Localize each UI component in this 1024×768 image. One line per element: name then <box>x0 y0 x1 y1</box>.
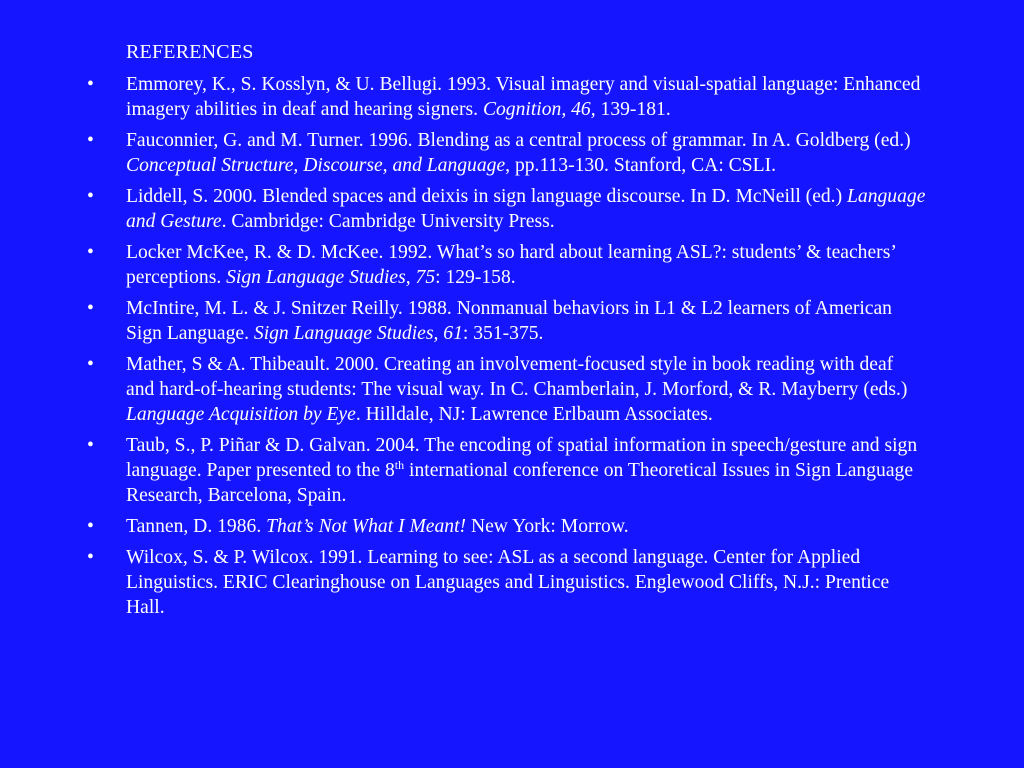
reference-text: Wilcox, S. & P. Wilcox. 1991. Learning to see: ASL as a second language. Center for Applied Linguistics. ERIC Clearinghouse on Languages and Linguistics. Englewood Cliffs, N.J.: Prentice Hall. <box>126 547 890 618</box>
bullet-icon: • <box>87 298 94 319</box>
bullet-icon: • <box>87 130 94 151</box>
reference-item <box>0 514 926 539</box>
reference-title: Cognition, 46, <box>482 99 596 120</box>
reference-item <box>0 545 926 620</box>
reference-item <box>0 433 926 508</box>
reference-text: Fauconnier, G. and M. Turner. 1996. Blending as a central process of grammar. In A. Goldberg (ed.) <box>126 130 911 151</box>
reference-text: : 351-375. <box>462 323 544 344</box>
reference-text: , pp.113-130. Stanford, CA: CSLI. <box>505 155 777 176</box>
reference-text: Locker McKee, R. & D. McKee. 1992. What’s so hard about learning ASL?: students’ & teachers’ perceptions. <box>126 242 896 288</box>
bullet-icon: • <box>87 74 94 95</box>
bullet-icon: • <box>87 435 94 456</box>
reference-text: Tannen, D. 1986. <box>126 516 267 537</box>
reference-text: Liddell, S. 2000. Blended spaces and deixis in sign language discourse. In D. McNeill (ed.) <box>126 186 848 207</box>
reference-title: Language and Gesture <box>126 186 926 232</box>
reference-item <box>0 72 926 122</box>
reference-item <box>0 128 926 178</box>
reference-text: Mather, S & A. Thibeault. 2000. Creating an involvement-focused style in book reading with deaf and hard-of-hearing students: The visual way. In C. Chamberlain, J. Morford, & R. Mayberry (eds.) <box>126 354 908 400</box>
reference-text: New York: Morrow. <box>466 516 629 537</box>
references-heading: REFERENCES <box>126 41 254 63</box>
bullet-icon: • <box>87 186 94 207</box>
reference-text: . Hilldale, NJ: Lawrence Erlbaum Associates. <box>355 404 713 425</box>
reference-title: That’s Not What I Meant! <box>266 516 467 537</box>
reference-item <box>0 240 926 290</box>
reference-item <box>0 296 926 346</box>
reference-text: Taub, S., P. Piñar & D. Galvan. 2004. The encoding of spatial information in speech/gesture and sign language. Paper presented to the 8 <box>126 435 918 481</box>
reference-text: Emmorey, K., S. Kosslyn, & U. Bellugi. 1993. Visual imagery and visual-spatial language: Enhanced imagery abilities in deaf and hearing signers. <box>126 74 921 120</box>
reference-title: Conceptual Structure, Discourse, and Language <box>126 155 506 176</box>
bullet-icon: • <box>87 547 94 568</box>
reference-text: . Cambridge: Cambridge University Press. <box>221 211 555 232</box>
references-list <box>0 72 1024 626</box>
reference-title: Sign Language Studies, 61 <box>253 323 463 344</box>
reference-text: 139-181. <box>595 99 671 120</box>
bullet-icon: • <box>87 516 94 537</box>
reference-superscript: th <box>394 458 405 472</box>
reference-title: Language Acquisition by Eye <box>126 404 356 425</box>
reference-title: Sign Language Studies, 75 <box>226 267 436 288</box>
bullet-icon: • <box>87 242 94 263</box>
bullet-icon: • <box>87 354 94 375</box>
reference-item <box>0 352 926 427</box>
reference-text: : 129-158. <box>435 267 516 288</box>
reference-text: McIntire, M. L. & J. Snitzer Reilly. 1988. Nonmanual behaviors in L1 & L2 learners of American Sign Language. <box>126 298 892 344</box>
reference-text: international conference on Theoretical Issues in Sign Language Research, Barcelona, Spain. <box>126 460 914 506</box>
reference-item <box>0 184 926 234</box>
